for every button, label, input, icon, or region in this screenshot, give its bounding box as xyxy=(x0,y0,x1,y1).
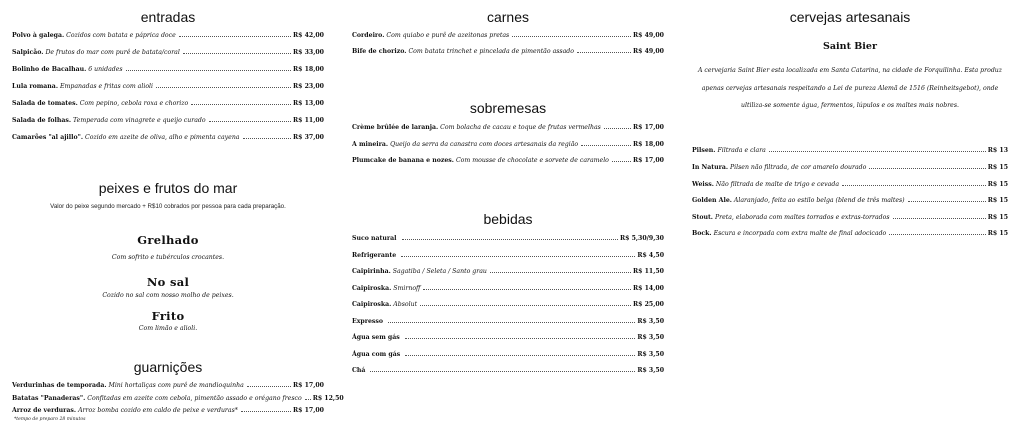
dot-leader xyxy=(247,386,291,387)
dot-leader xyxy=(512,36,631,37)
dot-leader xyxy=(869,168,985,169)
menu-item xyxy=(692,179,1008,191)
item-desc: Não filtrada de malte de trigo e cevada xyxy=(715,181,840,188)
item-price: R$ 33,00 xyxy=(293,49,324,56)
menu-item xyxy=(692,228,1008,240)
menu-item xyxy=(352,316,664,328)
item-name: Caipiroska. xyxy=(352,285,392,292)
item-desc: De frutos do mar com purê de batata/coral xyxy=(45,49,180,56)
item-price: R$ 37,00 xyxy=(293,134,324,141)
item-price: R$ 15 xyxy=(987,164,1008,171)
menu-item xyxy=(352,266,664,278)
menu-item xyxy=(352,30,664,42)
menu-item xyxy=(12,30,324,42)
item-name: Cordeiro. xyxy=(352,32,385,39)
menu-item xyxy=(12,380,324,392)
section-title-peixes: peixes e frutos do mar xyxy=(98,180,238,196)
menu-item xyxy=(12,132,324,144)
dot-leader xyxy=(405,338,636,339)
item-name: Suco natural xyxy=(352,235,397,242)
item-name: Crème brûlée de laranja. xyxy=(352,124,439,131)
item-price: R$ 15 xyxy=(987,230,1008,237)
item-desc: Com bolacha de cacau e toque de frutas vermelhas xyxy=(440,124,601,131)
section-title-entradas: entradas xyxy=(140,9,196,25)
menu-item xyxy=(352,332,664,344)
dot-leader xyxy=(423,289,631,290)
item-name: Plumcake de banana e nozes. xyxy=(352,157,454,164)
item-desc: Preta, elaborada com maltes torrados e extras-torrados xyxy=(714,214,890,221)
item-price: R$ 5,30/9,30 xyxy=(619,235,664,242)
item-desc: Alaranjado, feita ao estilo belga (blend de três maltes) xyxy=(733,197,905,204)
item-name: A mineira. xyxy=(352,141,389,148)
menu-item xyxy=(12,405,324,417)
menu-item xyxy=(12,64,324,76)
menu-item xyxy=(692,162,1008,174)
menu-item xyxy=(352,155,664,167)
dot-leader xyxy=(370,371,635,372)
item-price: R$ 15 xyxy=(987,214,1008,221)
dot-leader xyxy=(908,201,986,202)
dot-leader xyxy=(893,218,986,219)
item-name: Bolinho de Bacalhau. xyxy=(12,66,87,73)
preparation-desc: Com limão e alioli. xyxy=(138,325,198,332)
item-price: R$ 13 xyxy=(987,147,1008,154)
section-title-bebidas: bebidas xyxy=(483,211,533,227)
section-title-guarnicoes: guarnições xyxy=(133,359,203,375)
dot-leader xyxy=(769,151,986,152)
dot-leader xyxy=(420,305,631,306)
menu-column-left xyxy=(12,0,344,440)
item-price: R$ 11,00 xyxy=(293,117,324,124)
item-name: Caipirinha. xyxy=(352,268,391,275)
item-desc: Escura e incorpada com extra malte de final adocicado xyxy=(713,230,887,237)
menu-item xyxy=(352,139,664,151)
item-desc: Pilsen não filtrada, de cor amarelo dourado xyxy=(730,164,867,171)
dot-leader xyxy=(126,70,291,71)
section-title-cervejas: cervejas artesanais xyxy=(789,9,911,25)
menu-item xyxy=(352,46,664,58)
preparation-desc: Cozido no sal com nosso molho de peixes. xyxy=(102,292,234,299)
menu-item xyxy=(352,283,664,295)
item-name: Refrigerante xyxy=(352,252,397,259)
menu-item xyxy=(692,212,1008,224)
item-price: R$ 17,00 xyxy=(293,382,324,389)
menu-item xyxy=(352,233,664,245)
item-name: Bock. xyxy=(692,230,712,237)
item-name: Salada de tomates. xyxy=(12,100,78,107)
item-desc: Smirnoff xyxy=(393,285,421,292)
item-desc: Com mousse de chocolate e sorvete de caramelo xyxy=(455,157,609,164)
dot-leader xyxy=(191,104,291,105)
item-name: Caipiroska. xyxy=(352,301,392,308)
menu-column-right xyxy=(692,0,1008,440)
item-name: Camarões "al ajillo". xyxy=(12,134,83,141)
item-price: R$ 12,50 xyxy=(312,395,344,402)
item-desc: Arroz bomba cozido em caldo de peixe e verduras* xyxy=(78,407,238,414)
dot-leader xyxy=(581,145,631,146)
item-name: Verdurinhas de temporada. xyxy=(12,382,107,389)
item-desc: Temperada com vinagrete e queijo curado xyxy=(73,117,206,124)
dot-leader xyxy=(156,87,291,88)
menu-item xyxy=(352,349,664,361)
item-name: Arroz de verduras. xyxy=(12,407,77,414)
dot-leader xyxy=(842,185,986,186)
item-desc: Com batata trinchet e pincelada de pimentão assado xyxy=(408,48,574,55)
menu-item xyxy=(692,145,1008,157)
dot-leader xyxy=(179,36,291,37)
dot-leader xyxy=(405,355,635,356)
item-price: R$ 42,00 xyxy=(293,32,324,39)
item-price: R$ 18,00 xyxy=(633,141,664,148)
fish-price-note: Valor do peixe segundo mercado + R$10 cobrados por pessoa para cada preparação. xyxy=(50,203,286,210)
item-price: R$ 17,00 xyxy=(293,407,324,414)
item-name: Expresso xyxy=(352,318,384,325)
menu-column-center xyxy=(352,0,664,440)
item-price: R$ 23,00 xyxy=(293,83,324,90)
item-desc: Confitadas em azeite com cebola, pimentão assado e orégano fresco xyxy=(87,395,302,402)
item-name: Água sem gás xyxy=(352,334,400,341)
item-name: Polvo à galega. xyxy=(12,32,65,39)
item-desc: Queijo da serra da canastra com doces artesanais da região xyxy=(390,141,579,148)
dot-leader xyxy=(889,234,986,235)
preparation-desc: Com sofrito e tubérculos crocantes. xyxy=(111,254,225,261)
preparation-title-frito: Frito xyxy=(151,309,185,323)
item-name: Weiss. xyxy=(692,181,714,188)
menu-item xyxy=(352,250,664,262)
footnote: *tempo de preparo 28 minutos xyxy=(14,417,86,422)
menu-item xyxy=(12,81,324,93)
item-price: R$ 17,00 xyxy=(633,124,664,131)
section-title-sobremesas: sobremesas xyxy=(469,100,547,116)
item-desc: 6 unidades xyxy=(88,66,123,73)
dot-leader xyxy=(183,53,291,54)
item-price: R$ 25,00 xyxy=(633,301,664,308)
item-desc: Mini hortaliças com purê de mandioquinha xyxy=(108,382,244,389)
item-name: Água com gás xyxy=(352,351,401,358)
item-name: In Natura. xyxy=(692,164,728,171)
section-title-carnes: carnes xyxy=(486,9,530,25)
item-name: Bife de chorizo. xyxy=(352,48,407,55)
item-desc: Cozido em azeite de oliva, alho e pimenta cayena xyxy=(85,134,240,141)
item-name: Golden Ale. xyxy=(692,197,732,204)
item-name: Batatas "Panaderas". xyxy=(12,395,86,402)
brewery-description-line: apenas cervejas artesanais respeitando a Lei de pureza Alemã de 1516 (Reinheitsgebot), onde xyxy=(701,85,999,92)
item-price: R$ 15 xyxy=(987,181,1008,188)
item-name: Salpicão. xyxy=(12,49,44,56)
item-price: R$ 14,00 xyxy=(633,285,664,292)
dot-leader xyxy=(243,138,292,139)
brewery-description-line: A cervejaria Saint Bier esta localizada em Santa Catarina, na cidade de Forquilinha. Esta produz xyxy=(697,67,1003,74)
item-name: Stout. xyxy=(692,214,713,221)
item-price: R$ 11,50 xyxy=(633,268,664,275)
item-name: Lula romana. xyxy=(12,83,58,90)
item-desc: Cozidos com batata e páprica doce xyxy=(66,32,176,39)
item-price: R$ 3,50 xyxy=(637,367,664,374)
menu-item xyxy=(352,365,664,377)
dot-leader xyxy=(305,399,311,400)
item-price: R$ 49,00 xyxy=(633,48,664,55)
item-desc: Empanadas e fritas com alioli xyxy=(59,83,153,90)
dot-leader xyxy=(604,128,631,129)
menu-item xyxy=(12,115,324,127)
item-name: Pilsen. xyxy=(692,147,716,154)
menu-item xyxy=(352,122,664,134)
item-name: Chá xyxy=(352,367,366,374)
dot-leader xyxy=(490,272,631,273)
dot-leader xyxy=(612,161,631,162)
item-desc: Com pepino, cebola roxa e chorizo xyxy=(79,100,189,107)
item-desc: Filtrada e clara xyxy=(717,147,766,154)
item-price: R$ 15 xyxy=(987,197,1008,204)
preparation-title-no-sal: No sal xyxy=(146,275,190,289)
item-price: R$ 17,00 xyxy=(633,157,664,164)
preparation-title-grelhado: Grelhado xyxy=(137,233,199,247)
item-desc: Com quiabo e purê de azeitonas pretas xyxy=(386,32,510,39)
dot-leader xyxy=(209,121,291,122)
item-price: R$ 3,50 xyxy=(637,351,664,358)
item-price: R$ 18,00 xyxy=(293,66,324,73)
dot-leader xyxy=(402,239,618,240)
item-price: R$ 13,00 xyxy=(293,100,324,107)
item-price: R$ 4,50 xyxy=(637,252,664,259)
item-price: R$ 3,50 xyxy=(637,334,664,341)
item-price: R$ 49,00 xyxy=(633,32,664,39)
dot-leader xyxy=(241,411,291,412)
menu-item xyxy=(12,98,324,110)
menu-item xyxy=(692,195,1008,207)
dot-leader xyxy=(577,52,631,53)
dot-leader xyxy=(388,322,635,323)
menu-item xyxy=(12,393,344,405)
item-price: R$ 3,50 xyxy=(637,318,664,325)
item-desc: Sagatiba / Seleta / Santo grau xyxy=(392,268,487,275)
item-desc: Absolut xyxy=(393,301,418,308)
brewery-name: Saint Bier xyxy=(823,41,877,52)
brewery-description-line: ultiliza-se somente água, fermentos, lúpulos e os maltes mais nobres. xyxy=(741,102,959,109)
item-name: Salada de folhas. xyxy=(12,117,72,124)
dot-leader xyxy=(401,256,635,257)
menu-item xyxy=(12,47,324,59)
menu-item xyxy=(352,299,664,311)
